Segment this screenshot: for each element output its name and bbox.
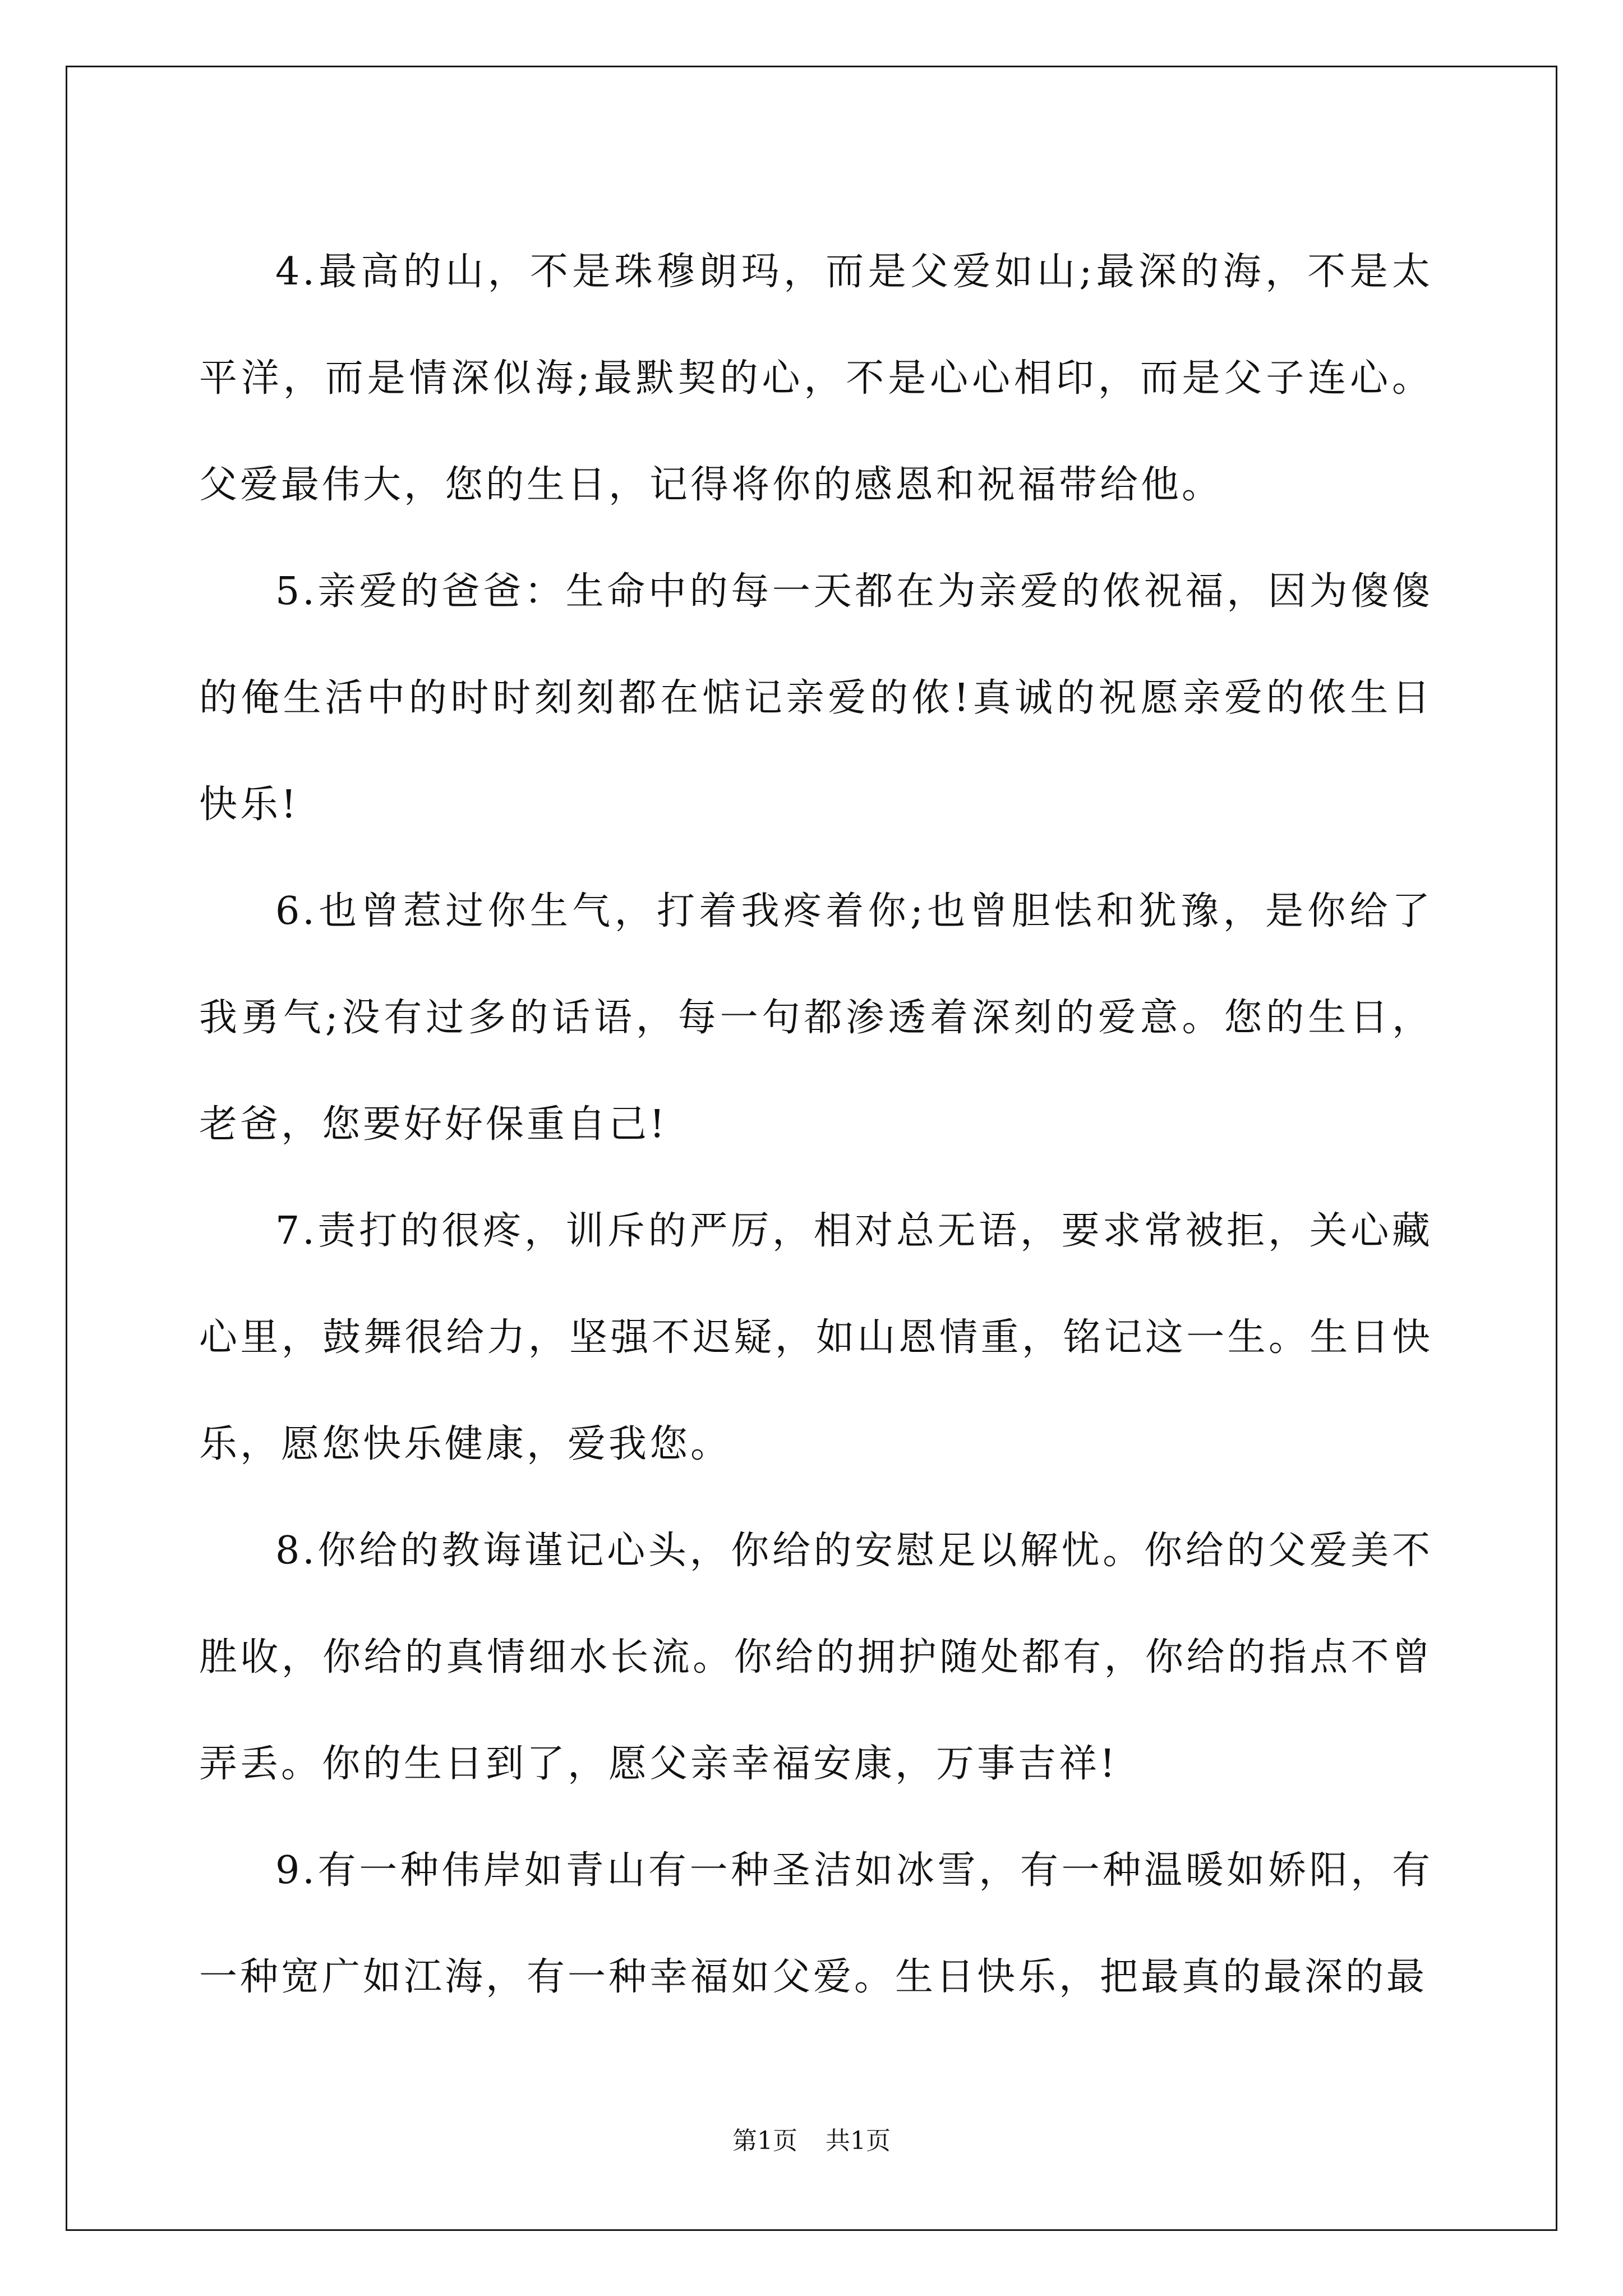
- paragraph-9: 9.有一种伟岸如青山有一种圣洁如冰雪，有一种温暖如娇阳，有一种宽广如江海，有一种幸福如父爱。生日快乐，把最真的最深的最: [199, 1848, 1433, 1999]
- page-number-total: 共1页: [826, 2127, 891, 2155]
- paragraph-6: 6.也曾惹过你生气，打着我疼着你;也曾胆怯和犹豫，是你给了我勇气;没有过多的话语，每一句都渗透着深刻的爱意。您的生日，老爸，您要好好保重自己!: [199, 889, 1433, 1147]
- paragraph-7: 7.责打的很疼，训斥的严厉，相对总无语，要求常被拒，关心藏心里，鼓舞很给力，坚强不迟疑，如山恩情重，铭记这一生。生日快乐，愿您快乐健康，爱我您。: [199, 1209, 1433, 1466]
- paragraph-5: 5.亲爱的爸爸：生命中的每一天都在为亲爱的侬祝福，因为傻傻的俺生活中的时时刻刻都在惦记亲爱的侬!真诚的祝愿亲爱的侬生日快乐!: [199, 569, 1433, 827]
- paragraph-4: 4.最高的山，不是珠穆朗玛，而是父爱如山;最深的海，不是太平洋，而是情深似海;最默契的心，不是心心相印，而是父子连心。父爱最伟大，您的生日，记得将你的感恩和祝福带给他。: [199, 250, 1433, 507]
- paragraph-8: 8.你给的教诲谨记心头，你给的安慰足以解忧。你给的父爱美不胜收，你给的真情细水长流。你给的拥护随处都有，你给的指点不曾弄丢。你的生日到了，愿父亲幸福安康，万事吉祥!: [199, 1529, 1433, 1786]
- page-number-current: 第1页: [732, 2127, 797, 2155]
- document-body: [199, 219, 1433, 2031]
- page-footer: [0, 2120, 1623, 2156]
